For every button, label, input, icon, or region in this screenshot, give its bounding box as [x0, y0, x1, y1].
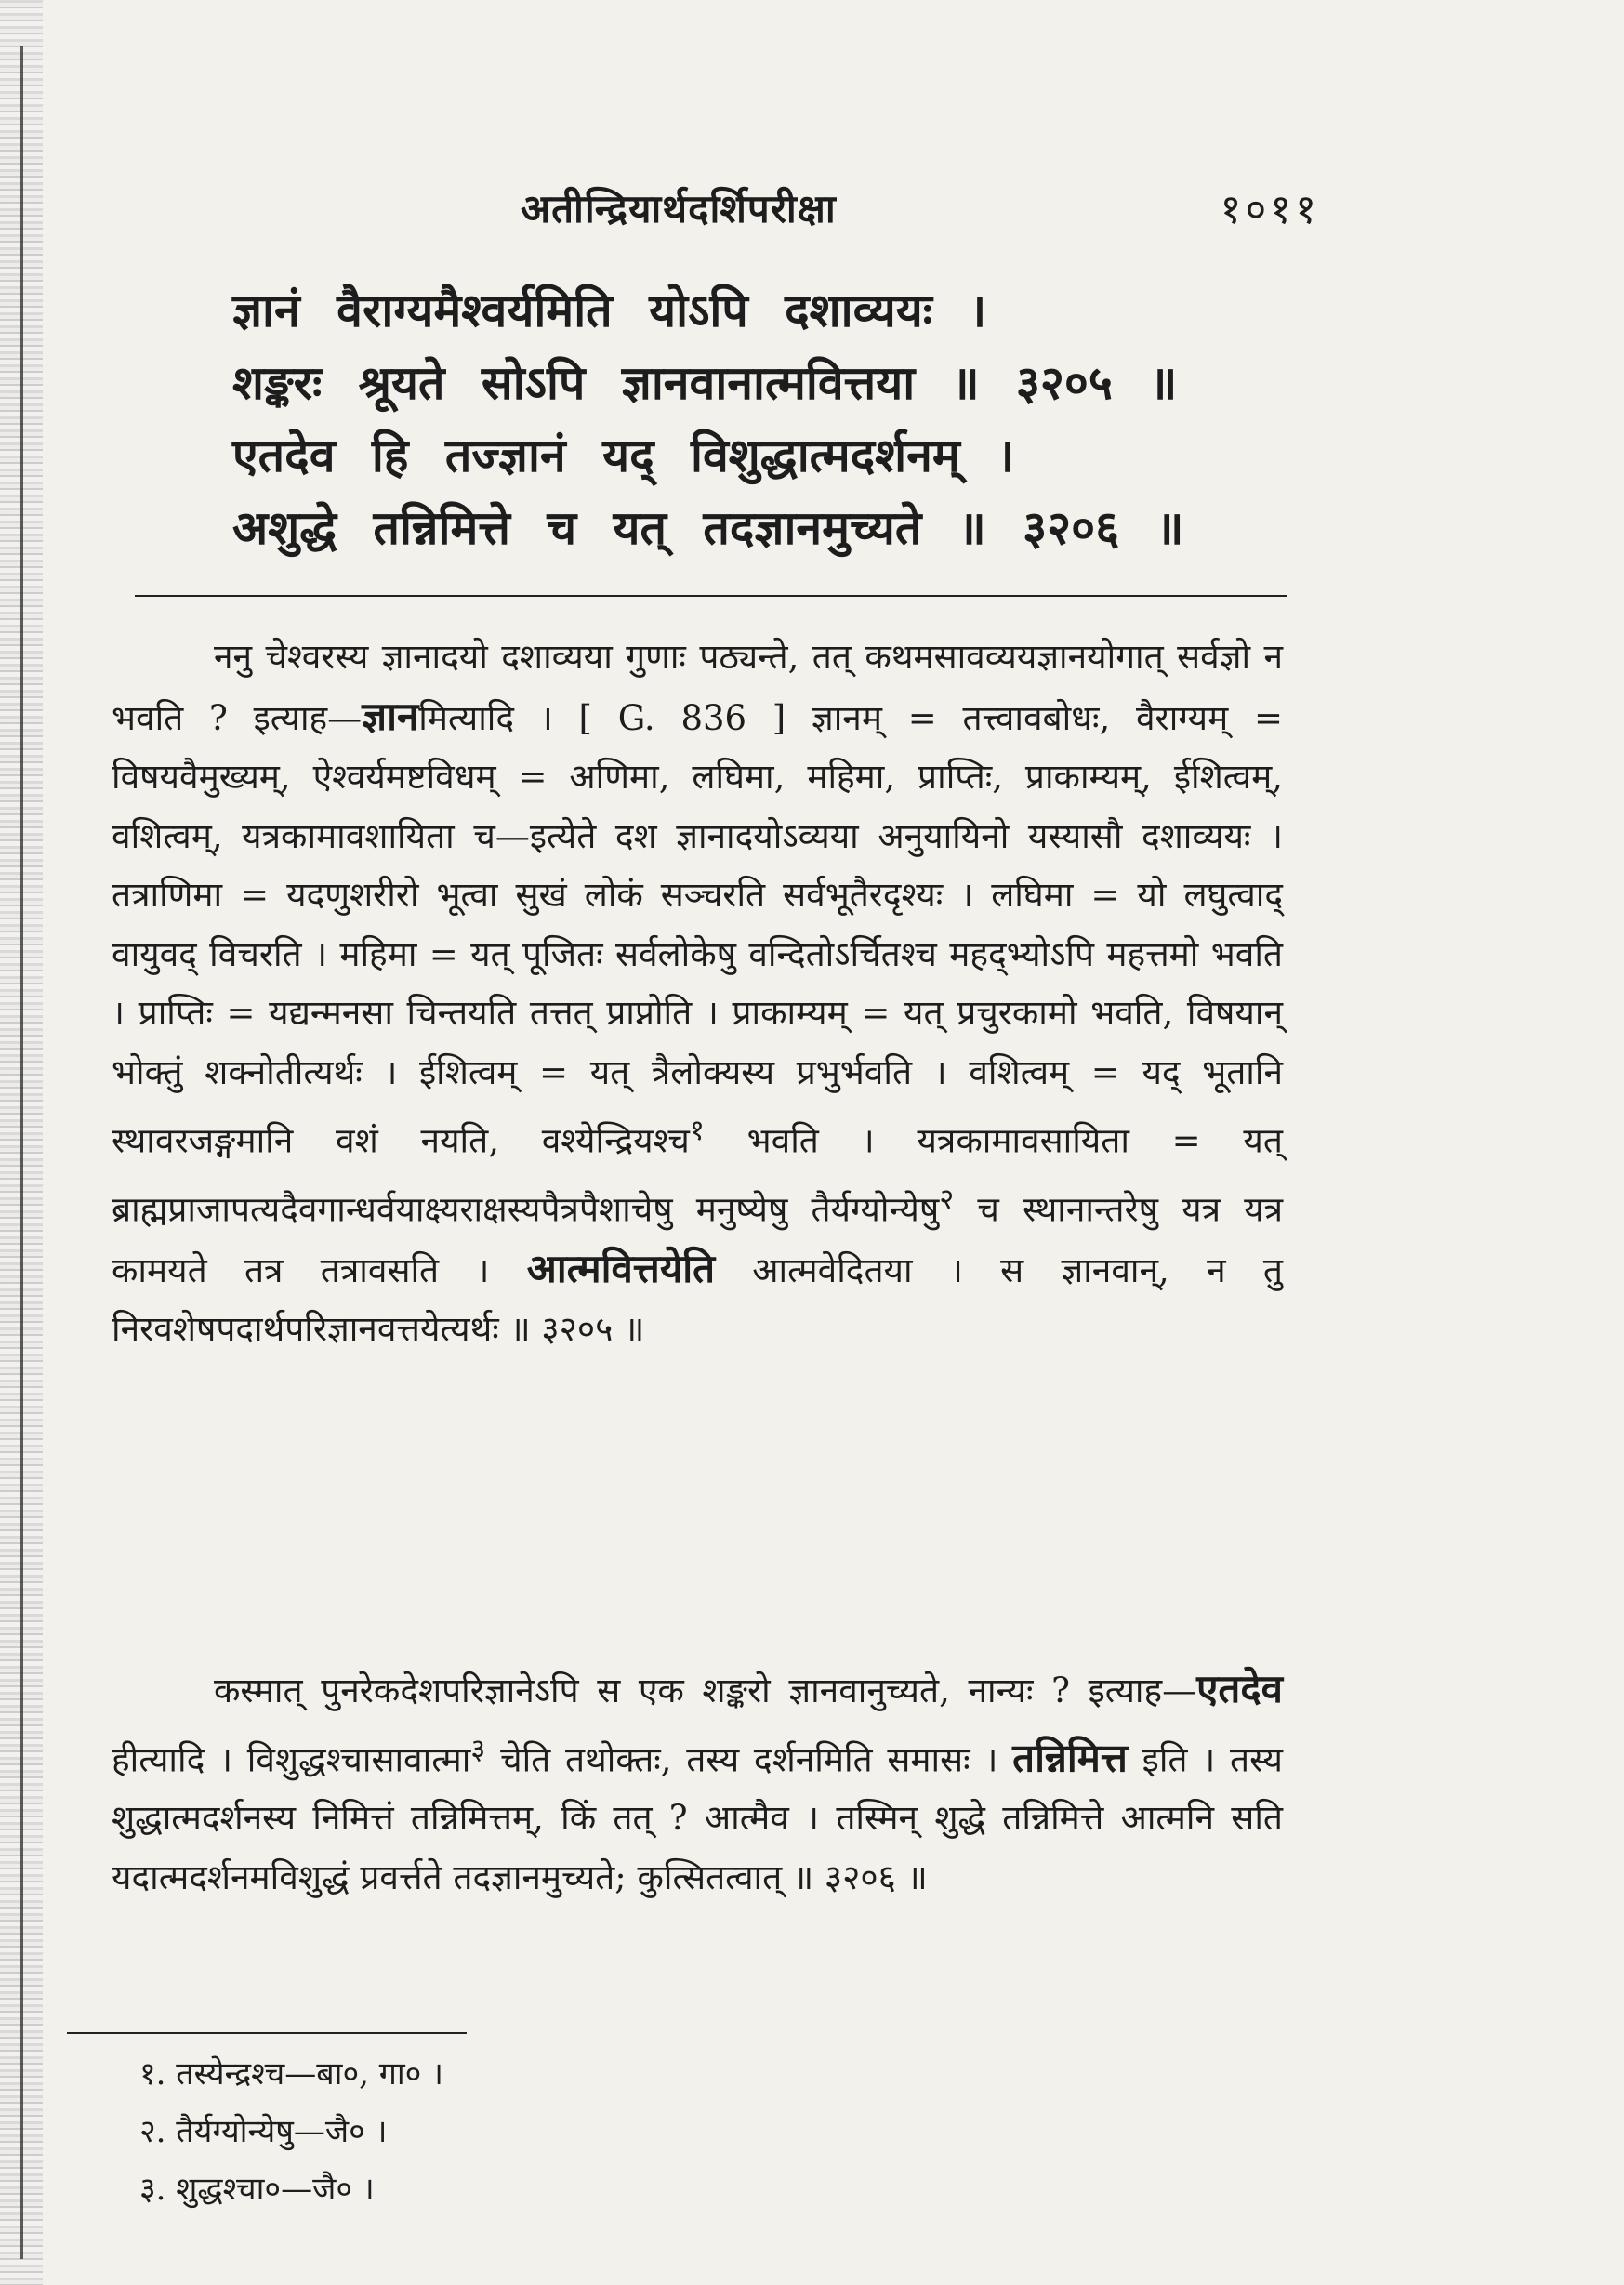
commentary-text: आत्मवेदितया । स ज्ञानवान्, न तु निरवशेषपदार्थपरिज्ञानवत्तयेत्यर्थः ॥ ३२०५ ॥	[112, 1249, 1283, 1350]
keyword-etadeva: एतदेव	[1196, 1666, 1283, 1711]
commentary-text: चेति तथोक्तः, तस्य दर्शनमिति समासः ।	[485, 1738, 1013, 1779]
verse-line: ज्ञानं वैराग्यमैश्वर्यमिति योऽपि दशाव्ययः ।	[232, 283, 987, 337]
footnote: ३. शुद्धश्चा०—जै० ।	[139, 2171, 375, 2208]
verse-line: शङ्करः श्रूयते सोऽपि ज्ञानवानात्मवित्तया ॥ ३२०५ ॥	[232, 355, 1178, 410]
footnote: १. तस्येन्द्रश्च—बा०, गा० ।	[139, 2055, 444, 2093]
commentary-text: हीत्यादि । विशुद्धश्चासावात्मा	[112, 1738, 471, 1779]
keyword-tannimitta: तन्निमित्त	[1012, 1734, 1128, 1780]
running-title: अतीन्द्रियार्थदर्शिपरीक्षा	[521, 185, 837, 231]
footnote-ref: २	[939, 1182, 955, 1216]
commentary-text: ननु चेश्वरस्य ज्ञानादयो दशाव्यया गुणाः पठ्यन्ते, तत् कथमसावव्ययज्ञानयोगात् सर्वज्ञो न भवति ? इत्याह—	[112, 637, 1283, 738]
footnote-ref: १	[689, 1114, 705, 1147]
commentary-paragraph-3206	[112, 1659, 1283, 1907]
page-number: १०११	[1220, 186, 1320, 233]
commentary-text: इति । तस्य शुद्धात्मदर्शनस्य निमित्तं तन्निमित्तम्, किं तत् ? आत्मैव । तस्मिन् शुद्धे तन्निमित्ते आत्मनि सति यदात्मदर्शनमविशुद्धं प्रवर्त्तते तदज्ञानमुच्यते; कुत्सितत्वात् ॥ ३२०६ ॥	[112, 1738, 1283, 1897]
commentary-text: मित्यादि । [ G. 836 ] ज्ञानम् = तत्त्वावबोधः, वैराग्यम् = विषयवैमुख्यम्, ऐश्वर्यमष्टविधम् = अणिमा, लघिमा, महिमा, प्राप्तिः, प्राकाम्यम्, ईशित्वम्, वशित्वम्, यत्रकामावशायिता च—इत्येते दश ज्ञानादयोऽव्यया अनुयायिनो यस्यासौ दशाव्ययः । तत्राणिमा = यदणुशरीरो भूत्वा सुखं लोकं सञ्चरति सर्वभूतैरदृश्यः । लघिमा = यो लघुत्वाद् वायुवद् विचरति । महिमा = यत् पूजितः सर्वलोकेषु वन्दितोऽर्चितश्च महद्भ्योऽपि महत्तमो भवति । प्राप्तिः = यद्यन्मनसा चिन्तयति तत्तत् प्राप्नोति । प्राकाम्यम् = यत् प्रचुरकामो भवति, विषयान् भोक्तुं शक्नोतीत्यर्थः । ईशित्वम् = यत् त्रैलोक्यस्य प्रभुर्भवति । वशित्वम् = यद् भूतानि स्थावरजङ्गमानि वशं नयति, वश्येन्द्रियश्च	[112, 697, 1283, 1161]
footnote-ref: ३	[470, 1732, 486, 1766]
commentary-text: भवति । यत्रकामावसायिता = यत् ब्राह्मप्राजापत्यदैवगान्धर्वयाक्ष्यराक्षस्यपैत्रपैशाचेषु मनुष्येषु तैर्यग्योन्येषु	[112, 1120, 1283, 1230]
binding-shadow-line	[20, 46, 23, 2259]
footnotes	[139, 2045, 443, 2218]
commentary-text: च स्थानान्तरेषु यत्र यत्र कामयते तत्र तत्रावसति ।	[112, 1189, 1283, 1290]
commentary-text: कस्मात् पुनरेकदेशपरिज्ञानेऽपि स एक शङ्करो ज्ञानवानुच्यते, नान्यः ? इत्याह—	[214, 1671, 1197, 1710]
footnote: २. तैर्यग्योन्येषु—जै० ।	[139, 2113, 388, 2150]
keyword-jnana: ज्ञान	[362, 693, 419, 739]
verse-line: अशुद्धे तन्निमित्ते च यत् तदज्ञानमुच्यते ॥ ३२०६ ॥	[232, 500, 1184, 555]
verse-block	[232, 274, 1283, 564]
verse-line: एतदेव हि तज्ज्ञानं यद् विशुद्धात्मदर्शनम् ।	[232, 428, 1015, 482]
verse-separator-rule	[135, 595, 1287, 597]
page-header	[521, 175, 1320, 240]
keyword-atmavittaya: आत्मवित्तयेति	[526, 1245, 716, 1291]
commentary-paragraph-3205	[112, 627, 1283, 1359]
footnote-separator-rule	[67, 2032, 467, 2034]
